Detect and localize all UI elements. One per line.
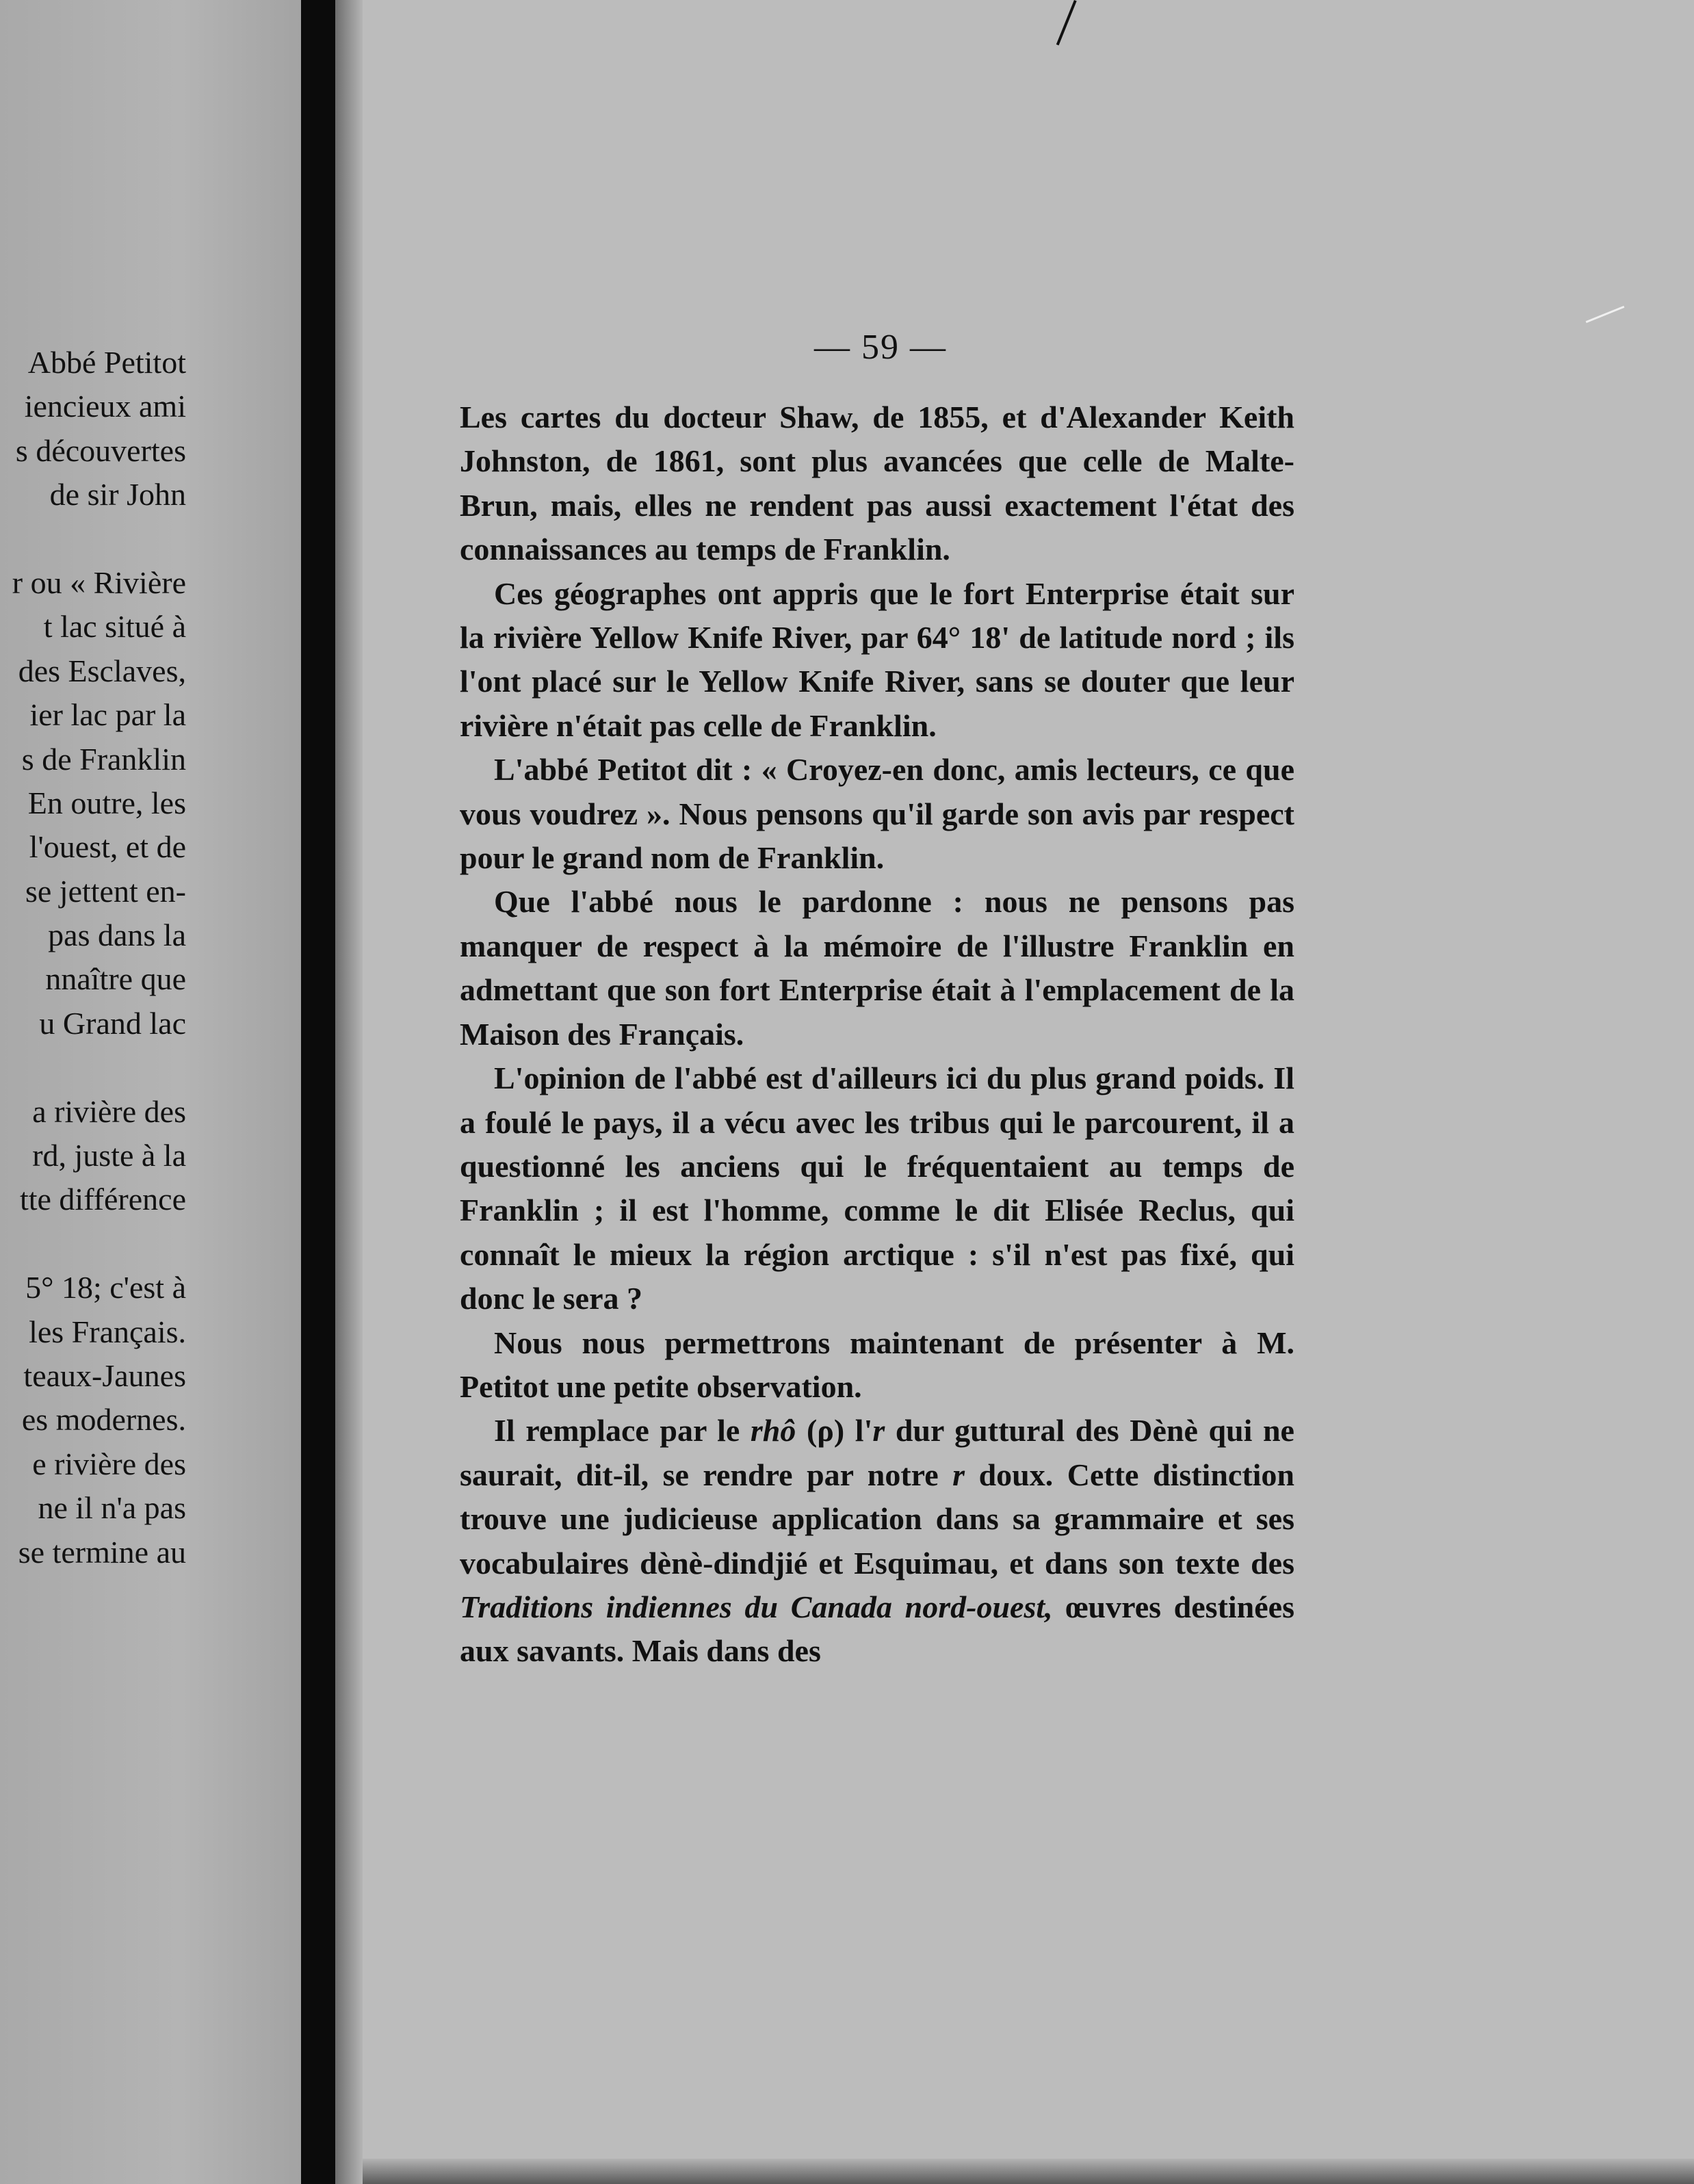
paragraph-7-italic-r-2: r	[952, 1457, 965, 1492]
paragraph-7-italic-title: Traditions indiennes du Canada nord-ouest,	[460, 1589, 1053, 1624]
paragraph-7-italic-r-1: r	[872, 1413, 885, 1448]
left-line-gap	[12, 1045, 186, 1089]
paragraph-4: Que l'abbé nous le pardonne : nous ne pensons pas manquer de respect à la mémoire de l'illustre Franklin en admettant que son fort Enterprise était à l'emplacement de la Maison des Français.	[460, 884, 1294, 1052]
left-page-line: de sir John	[49, 477, 186, 512]
left-page-line: a rivière des	[32, 1093, 186, 1129]
paragraph-7-text-1: Il remplace par le	[494, 1413, 751, 1448]
left-page-line: r ou « Rivière	[12, 564, 186, 600]
left-page-line: ier lac par la	[29, 697, 186, 733]
left-page-line: Abbé Petitot	[27, 345, 186, 380]
left-page-line: ne il n'a pas	[38, 1490, 186, 1526]
paragraph-7-italic-rho: rhô	[750, 1413, 796, 1448]
left-page-line: tte différence	[19, 1182, 186, 1217]
left-page-line: rd, juste à la	[32, 1138, 186, 1173]
paragraph-7-text-4: doux. Cette distinction trouve une judicieuse application dans sa grammaire et ses vocabulaires dènè-dindjié et Esquimau, et dans son texte des	[460, 1457, 1295, 1581]
page-number: — 59 —	[814, 328, 947, 367]
paragraph-3: L'abbé Petitot dit : « Croyez-en donc, amis lecteurs, ce que vous voudrez ». Nous pensons qu'il garde son avis par respect pour le grand nom de Franklin.	[460, 752, 1294, 876]
left-page-line: des Esclaves,	[18, 653, 186, 688]
left-page-line: e rivière des	[32, 1446, 186, 1481]
left-page-line: En outre, les	[27, 785, 186, 820]
page-body	[460, 395, 1294, 1674]
paragraph-5: L'opinion de l'abbé est d'ailleurs ici du plus grand poids. Il a foulé le pays, il a vécu avec les tribus qui le parcourent, il a questionné les anciens qui le fréquentaient au temps de Franklin ; il est l'homme, comme le dit Elisée Reclus, qui connaît le mieux la région arctique : s'il n'est pas fixé, qui donc le sera ?	[460, 1061, 1294, 1316]
paragraph-1: Les cartes du docteur Shaw, de 1855, et d'Alexander Keith Johnston, de 1861, sont plus avancées que celle de Malte-Brun, mais, elles ne rendent pas aussi exactement l'état des connaissances au temps de Franklin.	[460, 400, 1294, 567]
paragraph-7-text-5: œuvres destinées aux savants. Mais dans des	[460, 1589, 1295, 1669]
left-page-text	[12, 341, 186, 1574]
paragraph-7-text-2: (ρ) l'	[796, 1413, 873, 1448]
page-bottom-edge	[363, 2159, 1694, 2184]
left-page-line: es modernes.	[21, 1402, 186, 1438]
book-gutter	[301, 0, 335, 2184]
left-page-line: s de Franklin	[21, 741, 186, 777]
left-page-line: l'ouest, et de	[29, 829, 186, 865]
left-page-line: teaux-Jaunes	[23, 1357, 186, 1393]
left-page-line: se termine au	[18, 1534, 186, 1570]
left-page-line: pas dans la	[48, 918, 186, 953]
left-page-line: se jettent en-	[25, 873, 186, 909]
left-line-gap	[12, 1222, 186, 1266]
left-page-line: 5° 18; c'est à	[25, 1270, 186, 1305]
gutter-shadow	[335, 0, 363, 2184]
left-page-line: u Grand lac	[39, 1005, 186, 1041]
left-page-line: les Français.	[29, 1314, 186, 1349]
left-page-line: nnaître que	[45, 961, 186, 997]
paragraph-2: Ces géographes ont appris que le fort Enterprise était sur la rivière Yellow Knife River, par 64° 18' de latitude nord ; ils l'ont placé sur le Yellow Knife River, sans se douter que leur rivière n'était pas celle de Franklin.	[460, 575, 1294, 743]
paragraph-6: Nous nous permettrons maintenant de présenter à M. Petitot une petite observation.	[460, 1325, 1294, 1404]
left-line-gap	[12, 517, 186, 561]
left-page-line: iencieux ami	[24, 389, 186, 424]
left-page-line: t lac situé à	[43, 609, 186, 645]
paragraph-7-text-3: dur guttural des Dènè qui ne saurait, dit-il, se rendre par notre	[460, 1413, 1294, 1492]
paragraph-7	[460, 1409, 1294, 1673]
left-page-line: s découvertes	[15, 432, 186, 468]
left-page-fragment	[0, 0, 301, 2184]
